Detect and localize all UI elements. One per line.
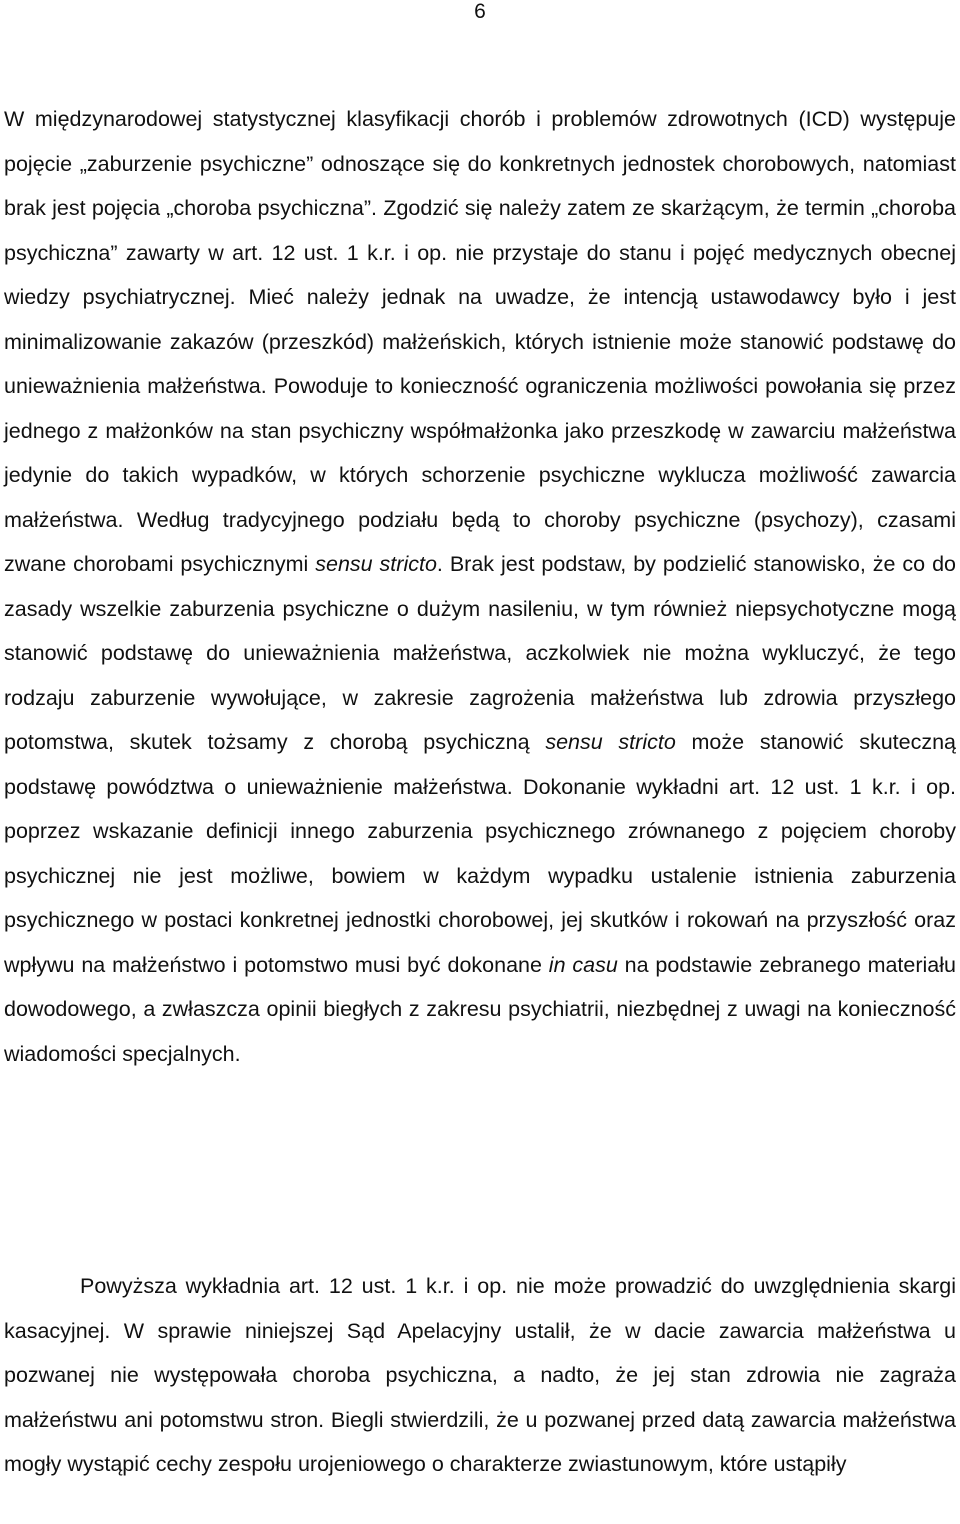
paragraph-1-italic-in-casu: in casu [548,952,618,977]
body-paragraph-1 [4,97,956,1076]
paragraph-1-text-d: na podstawie zebranego materiału dowodowego, a zwłaszcza opinii biegłych z zakresu psychiatrii, niezbędnej z uwagi na konieczność wiadomości specjalnych. [4,952,956,1066]
paragraph-1-italic-sensu-stricto-2: sensu stricto [545,730,676,754]
body-paragraph-2 [4,1264,956,1487]
paragraph-1-text-c: może stanowić skuteczną podstawę powództwa o unieważnienie małżeństwa. Dokonanie wykładni art. 12 ust. 1 k.r. i op. poprzez wskazanie definicji innego zaburzenia psychicznego zrównanego z pojęciem choroby psychicznej nie jest możliwe, bowiem w każdym wypadku ustalenie istnienia zaburzenia psychicznego w postaci konkretnej jednostki chorobowej, jej skutków i rokowań na przyszłość oraz wpływu na małżeństwo i potomstwo musi być dokonane [4,730,957,977]
paragraph-2-text: Powyższa wykładnia art. 12 ust. 1 k.r. i op. nie może prowadzić do uwzględnienia skargi kasacyjnej. W sprawie niniejszej Sąd Apelacyjny ustalił, że w dacie zawarcia małżeństwa u pozwanej nie występowała choroba psychiczna, a nadto, że jej stan zdrowia nie zagraża małżeństwu ani potomstwu stron. Biegli stwierdzili, że u pozwanej przed datą zawarcia małżeństwa mogły wystąpić cechy zespołu urojeniowego o charakterze zwiastunowym, które ustąpiły [4,1274,956,1476]
page-number: 6 [474,0,486,23]
paragraph-1-text-b: . Brak jest podstaw, by podzielić stanowisko, że co do zasady wszelkie zaburzenia psychiczne o dużym nasileniu, w tym również niepsychotyczne mogą stanowić podstawę do unieważnienia małżeństwa, aczkolwiek nie można wykluczyć, że tego rodzaju zaburzenie wywołujące, w zakresie zagrożenia małżeństwa lub zdrowia przyszłego potomstwa, skutek tożsamy z chorobą psychiczną [4,552,957,754]
paragraph-1-text-a: W międzynarodowej statystycznej klasyfikacji chorób i problemów zdrowotnych (ICD) występuje pojęcie „zaburzenie psychiczne” odnoszące się do konkretnych jednostek chorobowych, natomiast brak jest pojęcia „choroba psychiczna”. Zgodzić się należy zatem ze skarżącym, że termin „choroba psychiczna” zawarty w art. 12 ust. 1 k.r. i op. nie przystaje do stanu i pojęć medycznych obecnej wiedzy psychiatrycznej. Mieć należy jednak na uwadze, że intencją ustawodawcy było i jest minimalizowanie zakazów (przeszkód) małżeńskich, których istnienie może stanowić podstawę do unieważnienia małżeństwa. Powoduje to konieczność ograniczenia możliwości powołania się przez jednego z małżonków na stan psychiczny współmałżonka jako przeszkodę w zawarciu małżeństwa jedynie do takich wypadków, w których schorzenie psychiczne wyklucza możliwość zawarcia małżeństwa. Według tradycyjnego podziału będą to choroby psychiczne (psychozy), czasami zwane chorobami psychicznymi [4,107,956,576]
paragraph-1-italic-sensu-stricto-1: sensu stricto [315,552,437,576]
